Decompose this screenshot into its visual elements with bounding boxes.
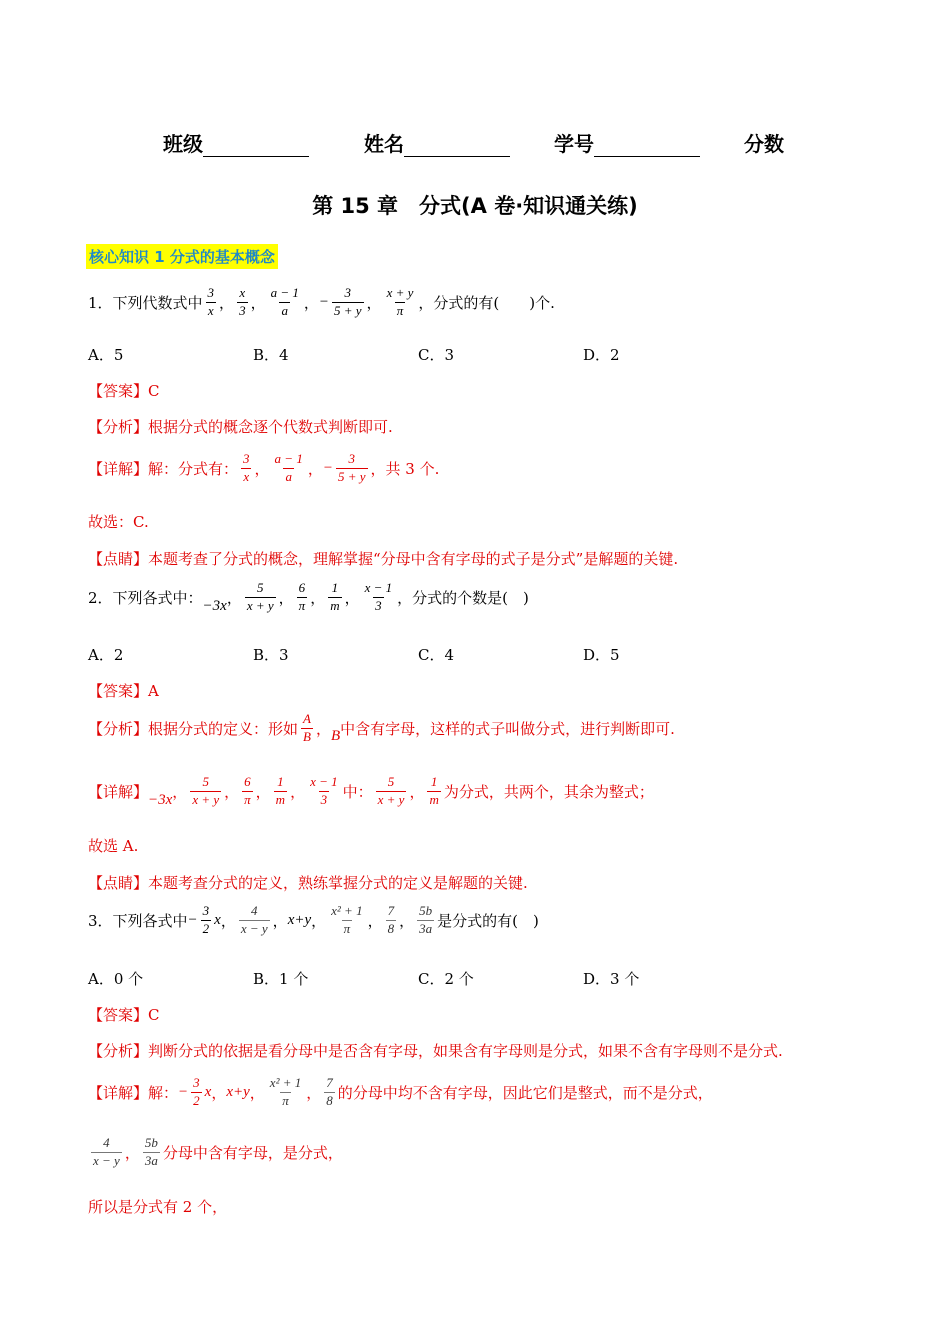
fraction: $\frac{3}{5 + y}$ [337,451,366,484]
class-field[interactable]: 班级 [163,128,309,157]
fraction: $\frac{3}{x}$ [243,451,250,484]
q1-options [88,344,788,364]
fraction: $\frac{a - 1}{a}$ [270,285,299,318]
q1-comment: 【点睛】 本题考查了分式的概念，理解掌握“分母中含有字母的式子是分式”是解题的关键. [88,550,679,568]
q1-conclusion: 故选：C. [88,513,149,531]
fraction: $\frac{3}{2}$ [193,1075,200,1108]
option-b[interactable]: B．1 个 [253,970,309,988]
fraction: $\frac{x - 1}{3}$ [310,774,338,807]
question-2: 2．下列各式中： −3x ， $\frac{5}{x + y}$ ， $\frac{6}{\pi}$ ， $\frac{1}{m}$ ， $\frac{x - 1}{3}$ ，分式的个数是( ) [88,580,529,614]
question-1: 1．下列代数式中 $\frac{3}{x}$ ， $\frac{x}{3}$ ， $\frac{a - 1}{a}$ ， − $\frac{3}{5 + y}$ ， $\frac{x + y}{\pi}$ ，分式的有( )个. [88,285,555,318]
q2-analysis: 【分析】 根据分式的定义：形如 $\frac{A}{B}$ ， B 中含有字母，这样的式子叫做分式，进行判断即可. [88,711,675,744]
q3-detail-3: 所以是分式有 2 个， [88,1198,228,1216]
q2-conclusion: 故选 A. [88,837,139,855]
question-3: 3．下列各式中 − $\frac{3}{2}$ x ， $\frac{4}{x - y}$ ， x+y ， $\frac{\text{x² + 1}}{\pi}$ ， $\frac{7}{8}$ ， $\frac{5b}{3a}$ 是分式的有( ) [88,903,539,936]
student-id-field[interactable]: 学号 [554,128,700,157]
fraction: $\frac{3}{5 + y}$ [334,285,362,318]
option-a[interactable]: A．0 个 [88,970,144,988]
fraction: $\frac{3}{x}$ [207,285,215,318]
q3-options [88,968,788,988]
fraction: $\frac{5}{x + y}$ [377,774,405,807]
fraction: $\frac{6}{\pi}$ [244,774,251,807]
q2-detail: 【详解】 −3x ， $\frac{5}{x + y}$ ， $\frac{6}{\pi}$ ， $\frac{1}{m}$ ， $\frac{x - 1}{3}$ 中： $\frac{5}{x + y}$ ， $\frac{1}{m}$ 为分式，共两个，其余为整式； [88,774,654,808]
option-b[interactable]: B．4 [253,346,289,364]
q1-analysis: 【分析】 根据分式的概念逐个代数式判断即可. [88,418,393,436]
q3-answer: 【答案】C [88,1006,160,1024]
fraction: $\frac{4}{x - y}$ [240,903,268,936]
fraction: $\frac{6}{\pi}$ [298,580,306,613]
fraction: $\frac{x - 1}{3}$ [364,580,393,613]
name-field[interactable]: 姓名 [364,128,510,157]
fraction: $\frac{1}{m}$ [429,774,439,807]
q2-answer: 【答案】A [88,682,159,700]
q3-detail: 【详解】 解： − $\frac{3}{2}$ x ， x+y ， $\frac{\text{x² + 1}}{\pi}$ ， $\frac{7}{8}$ 的分母中均不含有字母，因此它们是整式，而不是分式， [88,1075,713,1108]
option-d[interactable]: D．5 [583,646,620,664]
q3-analysis: 【分析】 判断分式的依据是看分母中是否含有字母，如果含有字母则是分式，如果不含有字母则不是分式. [88,1042,783,1060]
fraction: $\frac{5}{x + y}$ [246,580,274,613]
option-a[interactable]: A．5 [88,346,124,364]
score-field: 分数 [744,132,784,156]
option-c[interactable]: C．3 [418,346,455,364]
q1-answer: 【答案】C [88,382,160,400]
fraction: $\frac{1}{m}$ [275,774,286,807]
option-c[interactable]: C．2 个 [418,970,474,988]
fraction: $\frac{A}{B}$ [303,711,311,744]
fraction: $\frac{7}{8}$ [387,903,395,936]
fraction: $\frac{4}{x - y}$ [93,1135,120,1168]
q1-detail: 【详解】 解：分式有： $\frac{3}{x}$ ， $\frac{a - 1}{a}$ ， − $\frac{3}{5 + y}$ ，共 3 个. [88,451,440,484]
option-d[interactable]: D．3 个 [583,970,640,988]
section-heading: 核心知识 1 分式的基本概念 [86,244,278,269]
option-d[interactable]: D．2 [583,346,620,364]
option-b[interactable]: B．3 [253,646,289,664]
fraction: $\frac{1}{m}$ [330,580,340,613]
fraction: $\frac{3}{2}$ [202,903,210,936]
fraction: $\frac{5b}{3a}$ [144,1135,158,1168]
fraction: $\frac{\text{x² + 1}}{\pi}$ [269,1075,302,1108]
option-a[interactable]: A．2 [88,646,124,664]
fraction: $\frac{5b}{3a}$ [419,903,433,936]
fraction: $\frac{\text{x² + 1}}{\pi}$ [331,903,363,936]
q2-comment: 【点睛】 本题考查分式的定义，熟练掌握分式的定义是解题的关键. [88,874,528,892]
page-title: 第 15 章 分式(A 卷·知识通关练) [312,194,638,218]
fraction: $\frac{7}{8}$ [326,1075,333,1108]
fraction: $\frac{a - 1}{a}$ [274,451,303,484]
option-c[interactable]: C．4 [418,646,455,664]
fraction: $\frac{x + y}{\pi}$ [386,285,414,318]
fraction: $\frac{5}{x + y}$ [192,774,220,807]
q2-options [88,644,788,664]
q3-detail-2: $\frac{4}{x - y}$ ， $\frac{5b}{3a}$ 分母中含有字母，是分式， [93,1135,343,1168]
fraction: $\frac{x}{3}$ [239,285,246,318]
